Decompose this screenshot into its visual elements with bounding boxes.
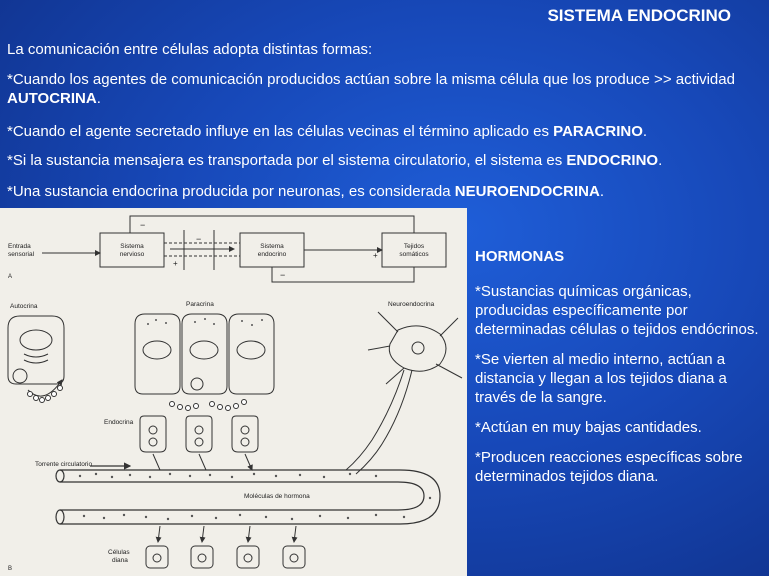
input-label-2: sensorial (8, 251, 35, 258)
panel-b-letter: B (8, 566, 13, 572)
box-nervioso-line2: nervioso (119, 251, 145, 258)
intro-line: La comunicación entre células adopta distintas formas: (7, 41, 373, 58)
hormonas-title: HORMONAS (475, 248, 565, 265)
target-cells (146, 526, 305, 568)
paracrina-label: Paracrina (186, 301, 214, 308)
box-nervioso-line1: Sistema (120, 243, 144, 250)
moleculas-label: Moléculas de hormona (244, 493, 310, 500)
neuroendocrina-label: Neuroendocrina (388, 301, 435, 308)
box-endocrino-line1: Sistema (260, 243, 284, 250)
box-endocrino-line2: endocrino (257, 251, 287, 258)
slide-title: SISTEMA ENDOCRINO (547, 6, 731, 25)
hormonas-item-4: *Producen reacciones específicas sobre determinados tejidos diana. (475, 449, 743, 485)
autocrine-cell (8, 316, 64, 403)
box-tejidos-line1: Tejidos (403, 243, 425, 250)
endocrino-term: ENDOCRINO (566, 152, 659, 169)
celulas-label-1: Células (108, 549, 130, 556)
communication-figure (0, 208, 467, 576)
autocrina-term: AUTOCRINA (7, 90, 97, 107)
plus-sign-1: + (373, 251, 378, 260)
neuroendocrina-paragraph: *Una sustancia endocrina producida por neuronas, es considerada NEUROENDOCRINA. (7, 183, 604, 200)
plus-sign-2: + (173, 259, 178, 268)
panel-a (42, 216, 446, 282)
box-tejidos-line2: somáticos (399, 251, 429, 258)
endocrina-label: Endocrina (104, 419, 134, 426)
autocrina-paragraph: *Cuando los agentes de comunicación producidos actúan sobre la misma célula que los produce >> actividad AUTOCRINA. (7, 71, 735, 107)
autocrina-label: Autocrina (10, 303, 38, 310)
minus-sign-3: − (280, 270, 286, 280)
hormonas-item-1: *Sustancias químicas orgánicas, producidas específicamente por determinadas células o tejidos endócrinos. (475, 283, 759, 338)
endocrino-paragraph: *Si la sustancia mensajera es transportada por el sistema circulatorio, el sistema es ENDOCRINO. (7, 152, 663, 169)
paracrine-cells (135, 314, 274, 411)
neuron-cell (346, 312, 462, 474)
celulas-label-2: diana (112, 557, 128, 564)
hormonas-item-2: *Se vierten al medio interno, actúan a distancia y llegan a los tejidos diana a través de la sangre. (475, 351, 727, 406)
torrente-label: Torrente circulatorio (35, 461, 93, 468)
minus-sign-2: − (196, 234, 202, 244)
paracrino-term: PARACRINO (553, 123, 643, 140)
endocrine-glands (140, 416, 258, 470)
hormonas-section (475, 247, 760, 497)
input-label-1: Entrada (8, 243, 31, 250)
hormonas-item-3: *Actúan en muy bajas cantidades. (475, 419, 702, 436)
neuroendocrina-term: NEUROENDOCRINA (454, 183, 600, 200)
figure-drawing (0, 208, 467, 576)
panel-a-letter: A (8, 274, 13, 280)
paracrino-paragraph: *Cuando el agente secretado influye en las células vecinas el término aplicado es PARACRINO. (7, 123, 648, 140)
minus-sign-1: − (140, 220, 146, 230)
